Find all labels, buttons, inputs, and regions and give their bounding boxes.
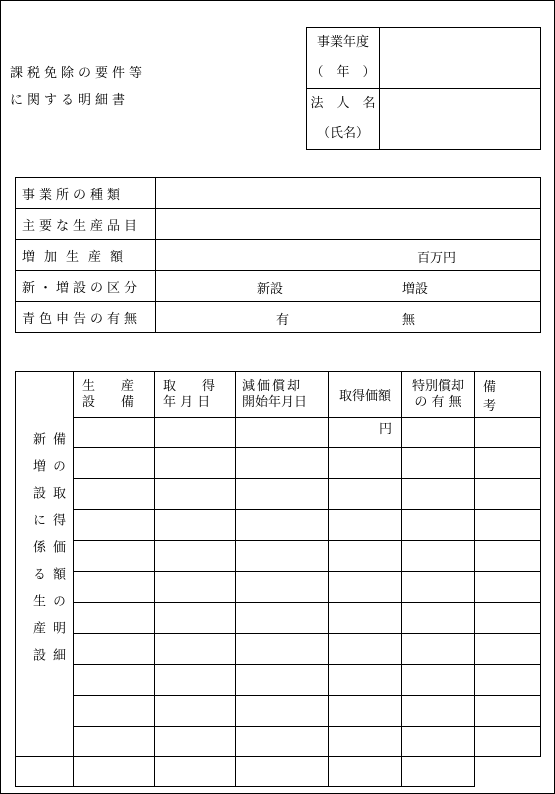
cell-equipment[interactable] (74, 541, 155, 572)
cell-acq-date[interactable] (155, 479, 236, 510)
blue-return-field[interactable] (156, 302, 541, 333)
cell-equipment[interactable] (74, 603, 155, 634)
info-row-production-increase (16, 240, 541, 271)
new-expansion-field[interactable] (156, 271, 541, 302)
cell-dep-start[interactable] (236, 510, 329, 541)
table-row (16, 665, 541, 696)
cell-acq-date[interactable] (155, 727, 236, 757)
cell-remarks[interactable] (402, 757, 475, 787)
fiscal-year-label: 事業年度 （ 年 ） (307, 28, 380, 89)
cell-equipment[interactable] (16, 757, 74, 787)
cell-dep-start[interactable] (236, 727, 329, 757)
table-row (16, 603, 541, 634)
cell-acq-price[interactable] (329, 510, 402, 541)
table-row (16, 696, 541, 727)
side-label-cell (16, 372, 74, 757)
unit-million-yen: 百万円 (417, 251, 457, 266)
cell-special[interactable] (402, 603, 475, 634)
corp-name-field[interactable] (380, 89, 541, 150)
table-row (16, 418, 541, 448)
cell-dep-start[interactable] (236, 603, 329, 634)
option-expansion[interactable]: 増設 (402, 282, 429, 297)
cell-acq-date[interactable] (155, 603, 236, 634)
cell-remarks[interactable] (475, 727, 541, 757)
cell-equipment[interactable] (74, 479, 155, 510)
header-special-depreciation: 特別償却 の 有 無 (402, 372, 475, 418)
cell-special[interactable] (402, 696, 475, 727)
cell-equipment[interactable] (74, 510, 155, 541)
cell-remarks[interactable] (475, 634, 541, 665)
yen-unit: 円 (379, 422, 393, 437)
cell-dep-start[interactable] (236, 572, 329, 603)
cell-special[interactable] (402, 479, 475, 510)
header-remarks: 備 考 (475, 372, 541, 418)
option-yes[interactable]: 有 (276, 313, 290, 328)
cell-acq-date[interactable] (155, 572, 236, 603)
cell-remarks[interactable] (475, 448, 541, 479)
option-new-installation[interactable]: 新設 (257, 282, 284, 297)
table-row (16, 757, 541, 787)
table-row (16, 510, 541, 541)
cell-equipment[interactable] (74, 572, 155, 603)
table-row (16, 634, 541, 665)
table-row (16, 572, 541, 603)
cell-special[interactable] (402, 448, 475, 479)
cell-acq-date[interactable] (155, 418, 236, 448)
info-row-new-expansion (16, 271, 541, 302)
info-row-main-products (16, 209, 541, 240)
table-row (16, 479, 541, 510)
corp-name-label: 法 人 名 （氏名） (307, 89, 380, 150)
cell-remarks[interactable] (475, 541, 541, 572)
business-info-table (15, 177, 541, 333)
cell-remarks[interactable] (475, 418, 541, 448)
cell-dep-start[interactable] (236, 541, 329, 572)
cell-special[interactable] (402, 510, 475, 541)
header-equipment: 生 産 設 備 (74, 372, 155, 418)
cell-equipment[interactable] (74, 665, 155, 696)
cell-acq-price[interactable] (329, 727, 402, 757)
cell-acq-price[interactable] (329, 418, 402, 448)
cell-acq-date[interactable] (155, 448, 236, 479)
cell-special[interactable] (402, 541, 475, 572)
cell-special[interactable] (402, 572, 475, 603)
cell-dep-start[interactable] (236, 634, 329, 665)
business-type-field[interactable] (156, 178, 541, 209)
cell-remarks[interactable] (475, 665, 541, 696)
header-depreciation-start: 減価償却 開始年月日 (236, 372, 329, 418)
table-row (16, 541, 541, 572)
cell-acq-date[interactable] (155, 541, 236, 572)
header-info-box (306, 27, 541, 150)
cell-acq-price[interactable] (329, 541, 402, 572)
title-line-2: に関する明細書 (10, 93, 130, 108)
cell-acq-price[interactable] (329, 696, 402, 727)
cell-special[interactable] (402, 727, 475, 757)
side-label-col-right: 備の取得価額の明細 (50, 432, 65, 675)
cell-dep-start[interactable] (236, 665, 329, 696)
info-row-business-type (16, 178, 541, 209)
detail-header-row (16, 372, 541, 418)
cell-equipment[interactable] (74, 727, 155, 757)
cell-remarks[interactable] (475, 572, 541, 603)
cell-acq-date[interactable] (155, 510, 236, 541)
cell-equipment[interactable] (74, 696, 155, 727)
cell-acq-date[interactable] (155, 634, 236, 665)
cell-dep-start[interactable] (236, 448, 329, 479)
cell-acq-date[interactable] (155, 665, 236, 696)
cell-acq-price[interactable] (329, 603, 402, 634)
cell-acq-price[interactable] (236, 757, 329, 787)
header-acquisition-price: 取得価額 (329, 372, 402, 418)
production-increase-field[interactable] (156, 240, 541, 271)
title-line-1: 課税免除の要件等 (10, 66, 147, 81)
side-label-col-left: 新増設に係る生産設 (30, 432, 45, 675)
cell-dep-start[interactable] (236, 696, 329, 727)
equipment-detail-table (15, 371, 541, 787)
cell-acq-price[interactable] (329, 572, 402, 603)
cell-special[interactable] (402, 418, 475, 448)
cell-remarks[interactable] (475, 479, 541, 510)
cell-special[interactable] (329, 757, 402, 787)
cell-acq-date[interactable] (74, 757, 155, 787)
table-row (16, 448, 541, 479)
cell-remarks[interactable] (475, 603, 541, 634)
cell-dep-start[interactable] (236, 479, 329, 510)
option-no[interactable]: 無 (402, 313, 416, 328)
cell-acq-price[interactable] (329, 448, 402, 479)
info-label: 主要な生産品目 (16, 209, 156, 240)
cell-special[interactable] (402, 665, 475, 696)
cell-dep-start[interactable] (155, 757, 236, 787)
cell-remarks[interactable] (475, 696, 541, 727)
table-row (16, 727, 541, 757)
cell-equipment[interactable] (74, 418, 155, 448)
cell-acq-price[interactable] (329, 634, 402, 665)
header-acquisition-date: 取 得 年 月 日 (155, 372, 236, 418)
cell-acq-price[interactable] (329, 479, 402, 510)
info-label: 事業所の種類 (16, 178, 156, 209)
document-title (10, 60, 146, 114)
cell-remarks[interactable] (475, 510, 541, 541)
info-label: 増加生産額 (16, 240, 156, 271)
cell-acq-price[interactable] (329, 665, 402, 696)
info-label: 青色申告の有無 (16, 302, 156, 333)
info-row-blue-return (16, 302, 541, 333)
main-products-field[interactable] (156, 209, 541, 240)
cell-dep-start[interactable] (236, 418, 329, 448)
cell-equipment[interactable] (74, 448, 155, 479)
cell-acq-date[interactable] (155, 696, 236, 727)
cell-equipment[interactable] (74, 634, 155, 665)
fiscal-year-field[interactable] (380, 28, 541, 89)
info-label: 新・増設の区分 (16, 271, 156, 302)
cell-special[interactable] (402, 634, 475, 665)
